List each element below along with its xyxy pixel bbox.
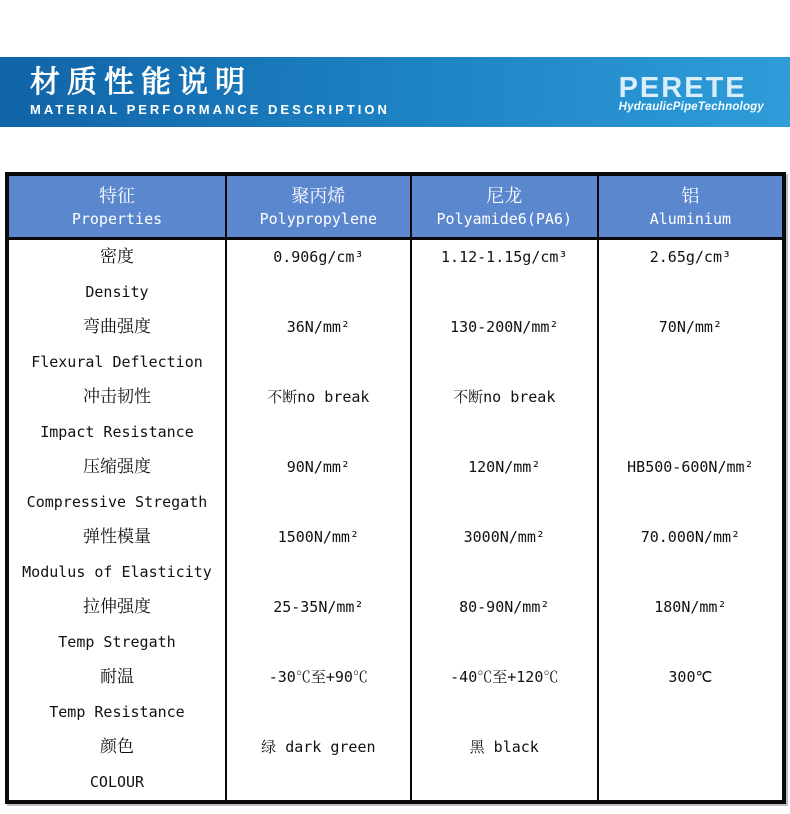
property-name-en: Modulus of Elasticity (22, 563, 212, 581)
property-name-zh: 密度 (99, 247, 134, 267)
table-body (9, 240, 782, 800)
table-row (9, 310, 782, 380)
cell-value: 1500N/mm² (277, 528, 359, 546)
table-row (9, 590, 782, 660)
cell-value: 180N/mm² (654, 598, 727, 616)
table-row (9, 450, 782, 520)
cell-value: 36N/mm² (286, 318, 350, 336)
table-header-row (9, 176, 782, 240)
material-properties-table (5, 172, 786, 804)
property-name-en: Impact Resistance (40, 423, 194, 441)
value-cell-aluminium (599, 590, 782, 660)
cell-value: 绿 dark green (261, 738, 376, 756)
value-cell-aluminium (599, 380, 782, 450)
value-cell-polypropylene (227, 380, 412, 450)
property-label-cell (9, 450, 227, 520)
table-row (9, 660, 782, 730)
column-header-polypropylene (227, 176, 412, 237)
property-name-zh: 耐温 (99, 667, 134, 687)
table-row (9, 520, 782, 590)
cell-value: 黑 black (469, 738, 539, 756)
property-name-zh: 弯曲强度 (82, 317, 151, 337)
column-header-en: Polypropylene (259, 209, 378, 228)
cell-value: 300℃ (668, 668, 713, 686)
value-cell-polyamide (412, 450, 599, 520)
value-cell-aluminium (599, 660, 782, 730)
page-subtitle: MATERIAL PERFORMANCE DESCRIPTION (30, 102, 390, 117)
property-label-cell (9, 380, 227, 450)
property-name-en: Temp Stregath (58, 633, 176, 651)
value-cell-polypropylene (227, 450, 412, 520)
banner-title-block (30, 67, 390, 117)
column-header-en: Aluminium (649, 209, 732, 228)
value-cell-polypropylene (227, 310, 412, 380)
value-cell-polyamide (412, 240, 599, 310)
property-name-zh: 颜色 (99, 737, 134, 757)
header-banner (0, 57, 790, 127)
property-name-en: COLOUR (89, 773, 145, 791)
property-name-en: Compressive Stregath (26, 493, 208, 511)
value-cell-polypropylene (227, 730, 412, 800)
property-name-en: Density (85, 283, 149, 301)
cell-value: 1.12-1.15g/cm³ (441, 248, 568, 266)
column-header-en: Polyamide6(PA6) (436, 209, 572, 228)
value-cell-polypropylene (227, 520, 412, 590)
property-name-en: Temp Resistance (49, 703, 185, 721)
cell-value: 0.906g/cm³ (273, 248, 364, 266)
property-label-cell (9, 590, 227, 660)
column-header-en: Properties (71, 209, 163, 228)
value-cell-aluminium (599, 730, 782, 800)
cell-value (599, 380, 782, 415)
cell-value: 70.000N/mm² (640, 528, 741, 546)
value-cell-aluminium (599, 310, 782, 380)
column-header-zh: 尼龙 (486, 185, 523, 207)
value-cell-polyamide (412, 590, 599, 660)
property-label-cell (9, 310, 227, 380)
cell-value: 120N/mm² (468, 458, 541, 476)
cell-value: -40℃至+120℃ (450, 668, 559, 686)
property-name-zh: 弹性模量 (82, 527, 151, 547)
cell-value: 不断no break (267, 388, 370, 406)
value-cell-polypropylene (227, 590, 412, 660)
value-cell-polyamide (412, 520, 599, 590)
brand-logo-tagline: HydraulicPipeTechnology (618, 101, 764, 113)
cell-value: 70N/mm² (658, 318, 722, 336)
table-row (9, 380, 782, 450)
brand-logo (618, 72, 764, 113)
cell-value (599, 730, 782, 765)
property-label-cell (9, 240, 227, 310)
value-cell-aluminium (599, 520, 782, 590)
property-label-cell (9, 660, 227, 730)
table-row (9, 730, 782, 800)
cell-value: 25-35N/mm² (273, 598, 364, 616)
cell-value: 130-200N/mm² (450, 318, 559, 336)
property-label-cell (9, 520, 227, 590)
value-cell-polypropylene (227, 660, 412, 730)
cell-value: 80-90N/mm² (459, 598, 550, 616)
cell-value: -30℃至+90℃ (268, 668, 368, 686)
column-header-zh: 特征 (98, 185, 135, 207)
column-header-properties (9, 176, 227, 237)
cell-value: 不断no break (453, 388, 556, 406)
table-row (9, 240, 782, 310)
property-name-en: Flexural Deflection (31, 353, 203, 371)
value-cell-polyamide (412, 310, 599, 380)
column-header-polyamide (412, 176, 599, 237)
column-header-zh: 铝 (681, 185, 700, 207)
cell-value: HB500-600N/mm² (627, 458, 754, 476)
property-name-zh: 冲击韧性 (82, 387, 151, 407)
value-cell-polyamide (412, 660, 599, 730)
column-header-zh: 聚丙烯 (291, 185, 346, 207)
value-cell-polyamide (412, 380, 599, 450)
cell-value: 3000N/mm² (463, 528, 545, 546)
property-name-zh: 拉伸强度 (82, 597, 151, 617)
cell-value: 2.65g/cm³ (649, 248, 732, 266)
brand-logo-text: PERETE (618, 72, 747, 104)
property-label-cell (9, 730, 227, 800)
page-title: 材质性能说明 (30, 66, 252, 99)
value-cell-aluminium (599, 240, 782, 310)
value-cell-polyamide (412, 730, 599, 800)
column-header-aluminium (599, 176, 782, 237)
value-cell-polypropylene (227, 240, 412, 310)
value-cell-aluminium (599, 450, 782, 520)
property-name-zh: 压缩强度 (82, 457, 151, 477)
cell-value: 90N/mm² (286, 458, 350, 476)
